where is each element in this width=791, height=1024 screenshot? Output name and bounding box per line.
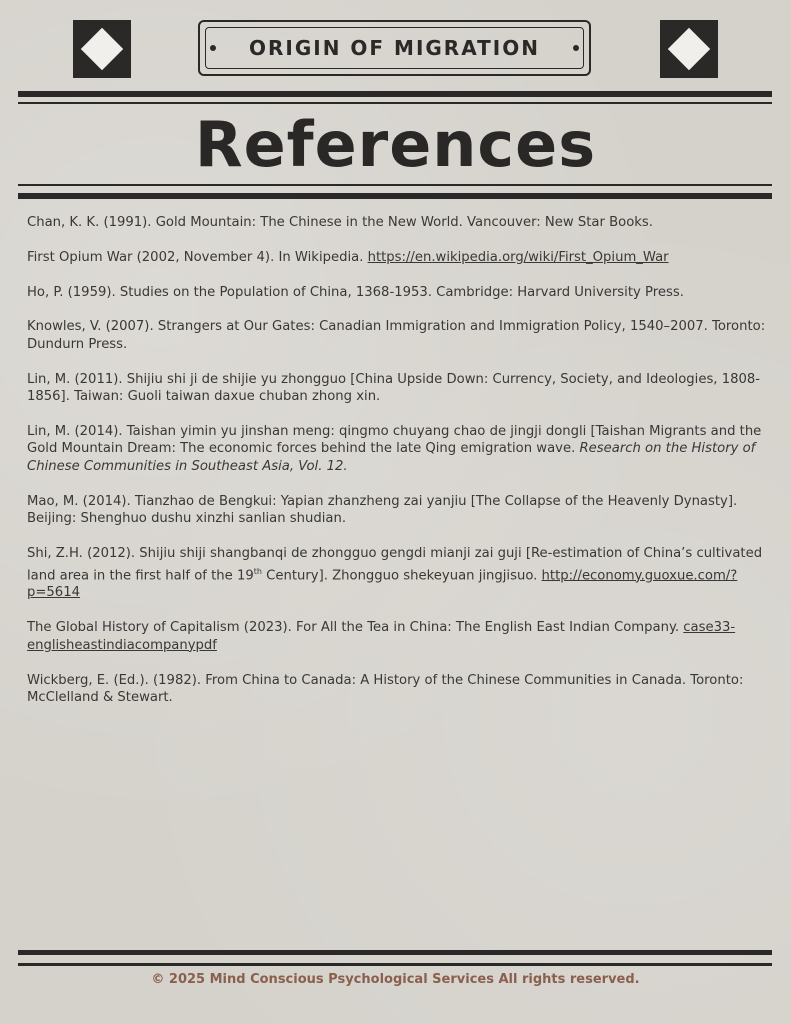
title-rule-thin bbox=[18, 184, 772, 186]
reference-item bbox=[27, 493, 767, 528]
reference-italic-text: Research on the History of Chinese Communities in Southeast Asia, Vol. 12. bbox=[27, 441, 756, 474]
reference-link[interactable]: case33-englisheastindiacompanypdf bbox=[27, 620, 736, 653]
reference-text: First Opium War (2002, November 4). In Wikipedia. bbox=[27, 249, 368, 265]
banner-title: ORIGIN OF MIGRATION bbox=[249, 36, 540, 60]
reference-item bbox=[27, 423, 767, 476]
diamond-icon bbox=[81, 28, 123, 70]
footer-copyright: © 2025 Mind Conscious Psychological Services All rights reserved. bbox=[151, 972, 640, 987]
reference-list bbox=[27, 214, 767, 724]
reference-item bbox=[27, 371, 767, 406]
reference-text: Wickberg, E. (Ed.). (1982). From China to Canada: A History of the Chinese Communities in Canada. Toronto: McClelland & Stewart. bbox=[27, 672, 744, 706]
reference-link[interactable]: http://economy.guoxue.com/?p=5614 bbox=[27, 567, 738, 601]
reference-text: Shi, Z.H. (2012). Shijiu shiji shangbanqi de zhongguo gengdi mianji zai guji [Re-estimation of China’s cultivated land area in the first half of the 19 bbox=[27, 546, 763, 583]
diamond-icon bbox=[668, 28, 710, 70]
page-title: References bbox=[194, 108, 597, 181]
reference-text: Mao, M. (2014). Tianzhao de Bengkui: Yapian zhanzheng zai yanjiu [The Collapse of the Heavenly Dynasty]. Beijing: Shenghuo dushu xinzhi sanlian shudian. bbox=[27, 493, 738, 527]
reference-text: Chan, K. K. (1991). Gold Mountain: The Chinese in the New World. Vancouver: New Star Books. bbox=[27, 215, 653, 230]
reference-item bbox=[27, 619, 767, 654]
header-banner bbox=[198, 20, 591, 76]
reference-item bbox=[27, 318, 767, 353]
reference-text: The Global History of Capitalism (2023). For All the Tea in China: The English East Indian Company. bbox=[27, 620, 684, 636]
reference-item bbox=[27, 545, 767, 602]
reference-text-continued: Century]. Zhongguo shekeyuan jingjisuo. bbox=[261, 567, 542, 583]
reference-item bbox=[27, 249, 767, 267]
reference-text: Lin, M. (2014). Taishan yimin yu jinshan meng: qingmo chuyang chao de jingji dongli [Taishan Migrants and the Gold Mountain Dream: The economic forces behind the late Qing emigration wave. bbox=[27, 423, 762, 457]
top-rule-thin bbox=[18, 102, 772, 104]
top-rule-thick bbox=[18, 91, 772, 97]
diamond-ornament-right bbox=[660, 20, 718, 78]
footer-rule-thin bbox=[18, 963, 772, 966]
reference-superscript: th bbox=[253, 566, 262, 576]
diamond-ornament-left bbox=[73, 20, 131, 78]
footer-rule-thick bbox=[18, 950, 772, 955]
reference-item bbox=[27, 672, 767, 707]
reference-text: Lin, M. (2011). Shijiu shi ji de shijie yu zhongguo [China Upside Down: Currency, Society, and Ideologies, 1808-1856]. Taiwan: Guoli taiwan daxue chuban zhong xin. bbox=[27, 371, 761, 405]
reference-text: Knowles, V. (2007). Strangers at Our Gates: Canadian Immigration and Immigration Policy, 1540–2007. Toronto: Dundurn Press. bbox=[27, 319, 766, 352]
title-rule-thick bbox=[18, 193, 772, 199]
banner-dot-left bbox=[210, 45, 216, 51]
reference-item bbox=[27, 284, 767, 302]
banner-dot-right bbox=[573, 45, 579, 51]
reference-item bbox=[27, 214, 767, 232]
reference-text: Ho, P. (1959). Studies on the Population of China, 1368-1953. Cambridge: Harvard University Press. bbox=[27, 284, 684, 300]
reference-link[interactable]: https://en.wikipedia.org/wiki/First_Opium_War bbox=[367, 249, 669, 265]
